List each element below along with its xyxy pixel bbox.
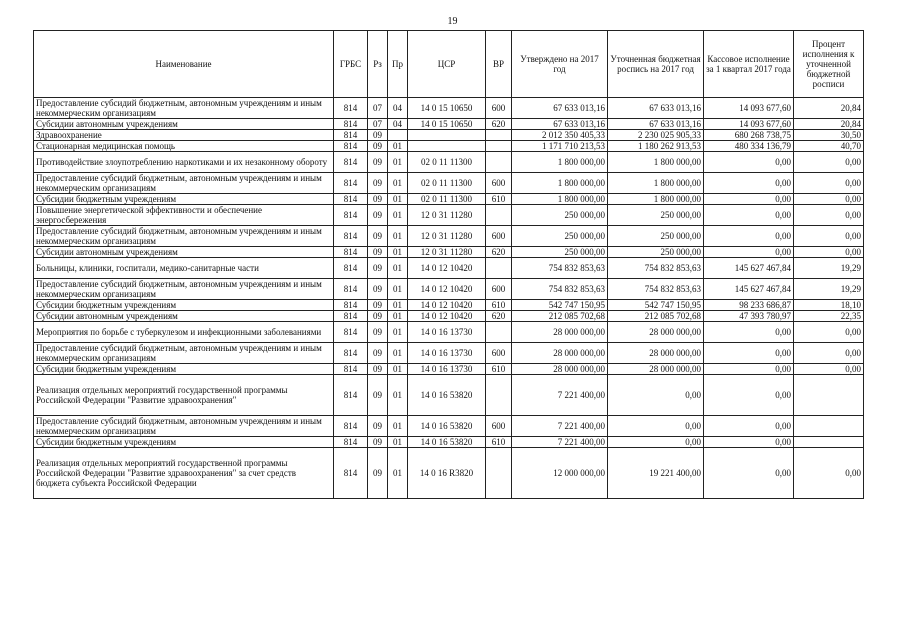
header-refined: Уточненная бюджетная роспись на 2017 год xyxy=(608,31,704,98)
cell-csr: 14 0 16 13730 xyxy=(408,343,486,364)
cell-refined: 2 230 025 905,33 xyxy=(608,130,704,141)
cell-pr: 01 xyxy=(388,205,408,226)
cell-refined: 754 832 853,63 xyxy=(608,279,704,300)
cell-name: Здравоохранение xyxy=(34,130,334,141)
cell-percent: 20,84 xyxy=(794,98,864,119)
cell-cash: 98 233 686,87 xyxy=(704,300,794,311)
cell-cash: 14 093 677,60 xyxy=(704,119,794,130)
cell-cash: 0,00 xyxy=(704,375,794,416)
cell-rz: 09 xyxy=(368,205,388,226)
cell-vr: 620 xyxy=(486,119,512,130)
cell-refined: 1 180 262 913,53 xyxy=(608,141,704,152)
cell-refined: 754 832 853,63 xyxy=(608,258,704,279)
cell-csr: 02 0 11 11300 xyxy=(408,173,486,194)
cell-refined: 250 000,00 xyxy=(608,205,704,226)
cell-vr: 600 xyxy=(486,416,512,437)
cell-pr: 01 xyxy=(388,152,408,173)
cell-vr: 610 xyxy=(486,300,512,311)
cell-cash: 0,00 xyxy=(704,247,794,258)
cell-grbs: 814 xyxy=(334,98,368,119)
cell-rz: 09 xyxy=(368,343,388,364)
table-row xyxy=(34,130,864,141)
table-row xyxy=(34,416,864,437)
cell-name: Субсидии бюджетным учреждениям xyxy=(34,194,334,205)
cell-pr: 01 xyxy=(388,194,408,205)
cell-approved: 7 221 400,00 xyxy=(512,375,608,416)
cell-rz: 09 xyxy=(368,322,388,343)
cell-cash: 0,00 xyxy=(704,437,794,448)
table-row xyxy=(34,194,864,205)
cell-grbs: 814 xyxy=(334,226,368,247)
cell-grbs: 814 xyxy=(334,322,368,343)
cell-approved: 28 000 000,00 xyxy=(512,343,608,364)
cell-approved: 28 000 000,00 xyxy=(512,322,608,343)
cell-rz: 09 xyxy=(368,152,388,173)
header-grbs: ГРБС xyxy=(334,31,368,98)
cell-refined: 0,00 xyxy=(608,375,704,416)
cell-grbs: 814 xyxy=(334,375,368,416)
cell-name: Предоставление субсидий бюджетным, автономным учреждениям и иным некоммерческим организациям xyxy=(34,416,334,437)
cell-vr: 600 xyxy=(486,173,512,194)
cell-grbs: 814 xyxy=(334,141,368,152)
header-pr: Пр xyxy=(388,31,408,98)
cell-pr: 01 xyxy=(388,437,408,448)
table-row xyxy=(34,205,864,226)
cell-name: Противодействие злоупотреблению наркотиками и их незаконному обороту xyxy=(34,152,334,173)
table-row xyxy=(34,300,864,311)
cell-rz: 09 xyxy=(368,300,388,311)
cell-name: Больницы, клиники, госпитали, медико-санитарные части xyxy=(34,258,334,279)
cell-percent: 0,00 xyxy=(794,448,864,499)
cell-pr: 01 xyxy=(388,322,408,343)
cell-approved: 212 085 702,68 xyxy=(512,311,608,322)
cell-rz: 09 xyxy=(368,247,388,258)
cell-percent: 0,00 xyxy=(794,173,864,194)
cell-grbs: 814 xyxy=(334,258,368,279)
cell-csr: 14 0 12 10420 xyxy=(408,311,486,322)
cell-cash: 0,00 xyxy=(704,343,794,364)
page-number: 19 xyxy=(447,16,458,27)
cell-percent xyxy=(794,416,864,437)
budget-table xyxy=(33,30,864,499)
cell-rz: 09 xyxy=(368,141,388,152)
cell-rz: 07 xyxy=(368,98,388,119)
cell-vr xyxy=(486,205,512,226)
cell-csr xyxy=(408,130,486,141)
cell-rz: 09 xyxy=(368,279,388,300)
cell-percent: 0,00 xyxy=(794,152,864,173)
table-body xyxy=(34,98,864,499)
cell-name: Предоставление субсидий бюджетным, автономным учреждениям и иным некоммерческим организациям xyxy=(34,279,334,300)
cell-pr: 01 xyxy=(388,364,408,375)
cell-name: Субсидии автономным учреждениям xyxy=(34,247,334,258)
cell-vr: 600 xyxy=(486,226,512,247)
cell-percent xyxy=(794,375,864,416)
cell-approved: 542 747 150,95 xyxy=(512,300,608,311)
table-row xyxy=(34,437,864,448)
cell-cash: 145 627 467,84 xyxy=(704,258,794,279)
cell-cash: 145 627 467,84 xyxy=(704,279,794,300)
cell-vr: 620 xyxy=(486,247,512,258)
cell-name: Стационарная медицинская помощь xyxy=(34,141,334,152)
cell-csr: 14 0 15 10650 xyxy=(408,119,486,130)
cell-name: Субсидии автономным учреждениям xyxy=(34,311,334,322)
cell-csr: 14 0 12 10420 xyxy=(408,258,486,279)
cell-percent: 22,35 xyxy=(794,311,864,322)
table-row xyxy=(34,247,864,258)
cell-approved: 250 000,00 xyxy=(512,205,608,226)
cell-refined: 67 633 013,16 xyxy=(608,119,704,130)
cell-vr: 600 xyxy=(486,279,512,300)
cell-cash: 0,00 xyxy=(704,364,794,375)
cell-pr: 01 xyxy=(388,300,408,311)
cell-grbs: 814 xyxy=(334,437,368,448)
table-row xyxy=(34,98,864,119)
cell-vr xyxy=(486,322,512,343)
cell-cash: 47 393 780,97 xyxy=(704,311,794,322)
cell-rz: 09 xyxy=(368,173,388,194)
cell-name: Предоставление субсидий бюджетным, автономным учреждениям и иным некоммерческим организациям xyxy=(34,98,334,119)
cell-percent: 19,29 xyxy=(794,279,864,300)
cell-vr: 610 xyxy=(486,364,512,375)
cell-percent: 18,10 xyxy=(794,300,864,311)
cell-cash: 0,00 xyxy=(704,226,794,247)
cell-cash: 0,00 xyxy=(704,416,794,437)
cell-cash: 0,00 xyxy=(704,173,794,194)
cell-approved: 67 633 013,16 xyxy=(512,119,608,130)
cell-grbs: 814 xyxy=(334,416,368,437)
cell-csr: 14 0 15 10650 xyxy=(408,98,486,119)
cell-rz: 09 xyxy=(368,311,388,322)
table-row xyxy=(34,258,864,279)
cell-refined: 19 221 400,00 xyxy=(608,448,704,499)
cell-refined: 0,00 xyxy=(608,437,704,448)
cell-grbs: 814 xyxy=(334,247,368,258)
table-row xyxy=(34,375,864,416)
cell-refined: 250 000,00 xyxy=(608,247,704,258)
cell-cash: 0,00 xyxy=(704,205,794,226)
header-cash: Кассовое исполнение за 1 квартал 2017 года xyxy=(704,31,794,98)
table-row xyxy=(34,141,864,152)
cell-rz: 09 xyxy=(368,364,388,375)
cell-percent: 0,00 xyxy=(794,343,864,364)
cell-approved: 1 800 000,00 xyxy=(512,173,608,194)
header-csr: ЦСР xyxy=(408,31,486,98)
cell-name: Предоставление субсидий бюджетным, автономным учреждениям и иным некоммерческим организациям xyxy=(34,226,334,247)
cell-vr xyxy=(486,448,512,499)
cell-csr: 14 0 16 R3820 xyxy=(408,448,486,499)
cell-rz: 09 xyxy=(368,416,388,437)
cell-name: Субсидии бюджетным учреждениям xyxy=(34,300,334,311)
table-row xyxy=(34,279,864,300)
cell-refined: 542 747 150,95 xyxy=(608,300,704,311)
cell-pr: 01 xyxy=(388,448,408,499)
cell-cash: 480 334 136,79 xyxy=(704,141,794,152)
table-row xyxy=(34,226,864,247)
cell-pr: 01 xyxy=(388,247,408,258)
cell-refined: 250 000,00 xyxy=(608,226,704,247)
cell-grbs: 814 xyxy=(334,152,368,173)
cell-grbs: 814 xyxy=(334,364,368,375)
cell-approved: 250 000,00 xyxy=(512,247,608,258)
cell-approved: 12 000 000,00 xyxy=(512,448,608,499)
cell-csr: 14 0 16 53820 xyxy=(408,437,486,448)
cell-refined: 28 000 000,00 xyxy=(608,364,704,375)
cell-csr xyxy=(408,141,486,152)
cell-pr: 04 xyxy=(388,119,408,130)
cell-approved: 250 000,00 xyxy=(512,226,608,247)
table-row xyxy=(34,311,864,322)
cell-grbs: 814 xyxy=(334,194,368,205)
cell-percent: 0,00 xyxy=(794,364,864,375)
cell-name: Мероприятия по борьбе с туберкулезом и инфекционными заболеваниями xyxy=(34,322,334,343)
cell-grbs: 814 xyxy=(334,130,368,141)
cell-csr: 12 0 31 11280 xyxy=(408,226,486,247)
cell-vr xyxy=(486,375,512,416)
cell-rz: 09 xyxy=(368,258,388,279)
cell-name: Реализация отдельных мероприятий государственной программы Российской Федерации "Развитие здравоохранения" за счет средств бюджета субъекта Российской Федерации xyxy=(34,448,334,499)
cell-refined: 212 085 702,68 xyxy=(608,311,704,322)
cell-vr: 610 xyxy=(486,194,512,205)
cell-percent: 0,00 xyxy=(794,226,864,247)
cell-pr: 01 xyxy=(388,258,408,279)
cell-csr: 14 0 16 53820 xyxy=(408,416,486,437)
cell-rz: 09 xyxy=(368,130,388,141)
cell-pr: 01 xyxy=(388,226,408,247)
cell-csr: 14 0 12 10420 xyxy=(408,279,486,300)
cell-rz: 09 xyxy=(368,194,388,205)
cell-csr: 12 0 31 11280 xyxy=(408,247,486,258)
cell-vr xyxy=(486,130,512,141)
cell-refined: 67 633 013,16 xyxy=(608,98,704,119)
cell-grbs: 814 xyxy=(334,279,368,300)
cell-csr: 14 0 16 13730 xyxy=(408,322,486,343)
cell-approved: 754 832 853,63 xyxy=(512,258,608,279)
cell-percent: 19,29 xyxy=(794,258,864,279)
cell-name: Субсидии бюджетным учреждениям xyxy=(34,437,334,448)
table-row xyxy=(34,173,864,194)
cell-csr: 14 0 16 53820 xyxy=(408,375,486,416)
cell-vr: 600 xyxy=(486,343,512,364)
cell-cash: 0,00 xyxy=(704,448,794,499)
cell-percent: 40,70 xyxy=(794,141,864,152)
cell-refined: 28 000 000,00 xyxy=(608,343,704,364)
cell-rz: 07 xyxy=(368,119,388,130)
cell-approved: 1 171 710 213,53 xyxy=(512,141,608,152)
cell-pr: 01 xyxy=(388,141,408,152)
cell-percent: 0,00 xyxy=(794,194,864,205)
cell-name: Предоставление субсидий бюджетным, автономным учреждениям и иным некоммерческим организациям xyxy=(34,173,334,194)
cell-cash: 0,00 xyxy=(704,194,794,205)
cell-vr: 600 xyxy=(486,98,512,119)
cell-approved: 1 800 000,00 xyxy=(512,194,608,205)
table-row xyxy=(34,322,864,343)
cell-pr: 01 xyxy=(388,416,408,437)
cell-grbs: 814 xyxy=(334,311,368,322)
cell-pr: 04 xyxy=(388,98,408,119)
cell-refined: 1 800 000,00 xyxy=(608,194,704,205)
cell-pr: 01 xyxy=(388,343,408,364)
header-name: Наименование xyxy=(34,31,334,98)
cell-refined: 0,00 xyxy=(608,416,704,437)
table-header-row xyxy=(34,31,864,98)
table-row xyxy=(34,343,864,364)
cell-name: Реализация отдельных мероприятий государственной программы Российской Федерации "Развитие здравоохранения" xyxy=(34,375,334,416)
table-row xyxy=(34,119,864,130)
cell-rz: 09 xyxy=(368,448,388,499)
cell-vr xyxy=(486,141,512,152)
cell-approved: 28 000 000,00 xyxy=(512,364,608,375)
cell-rz: 09 xyxy=(368,226,388,247)
header-percent: Процент исполнения к уточненной бюджетной росписи xyxy=(794,31,864,98)
cell-name: Субсидии автономным учреждениям xyxy=(34,119,334,130)
header-rz: Рз xyxy=(368,31,388,98)
cell-pr: 01 xyxy=(388,279,408,300)
table-row xyxy=(34,364,864,375)
cell-refined: 28 000 000,00 xyxy=(608,322,704,343)
cell-grbs: 814 xyxy=(334,205,368,226)
cell-approved: 754 832 853,63 xyxy=(512,279,608,300)
cell-rz: 09 xyxy=(368,375,388,416)
cell-csr: 02 0 11 11300 xyxy=(408,194,486,205)
cell-grbs: 814 xyxy=(334,119,368,130)
cell-refined: 1 800 000,00 xyxy=(608,173,704,194)
cell-rz: 09 xyxy=(368,437,388,448)
cell-percent: 0,00 xyxy=(794,247,864,258)
cell-name: Повышение энергетической эффективности и обеспечение энергосбережения xyxy=(34,205,334,226)
cell-approved: 67 633 013,16 xyxy=(512,98,608,119)
cell-grbs: 814 xyxy=(334,300,368,311)
cell-pr: 01 xyxy=(388,311,408,322)
cell-cash: 0,00 xyxy=(704,152,794,173)
cell-vr: 620 xyxy=(486,311,512,322)
cell-cash: 680 268 738,75 xyxy=(704,130,794,141)
cell-vr xyxy=(486,258,512,279)
cell-cash: 14 093 677,60 xyxy=(704,98,794,119)
cell-grbs: 814 xyxy=(334,448,368,499)
cell-refined: 1 800 000,00 xyxy=(608,152,704,173)
table-row xyxy=(34,448,864,499)
cell-approved: 2 012 350 405,33 xyxy=(512,130,608,141)
cell-grbs: 814 xyxy=(334,343,368,364)
cell-grbs: 814 xyxy=(334,173,368,194)
cell-csr: 14 0 12 10420 xyxy=(408,300,486,311)
cell-pr: 01 xyxy=(388,173,408,194)
cell-approved: 1 800 000,00 xyxy=(512,152,608,173)
cell-percent: 20,84 xyxy=(794,119,864,130)
cell-cash: 0,00 xyxy=(704,322,794,343)
cell-pr: 01 xyxy=(388,375,408,416)
cell-approved: 7 221 400,00 xyxy=(512,416,608,437)
cell-percent: 30,50 xyxy=(794,130,864,141)
cell-percent: 0,00 xyxy=(794,205,864,226)
cell-pr xyxy=(388,130,408,141)
cell-percent xyxy=(794,437,864,448)
cell-csr: 12 0 31 11280 xyxy=(408,205,486,226)
cell-vr: 610 xyxy=(486,437,512,448)
cell-percent: 0,00 xyxy=(794,322,864,343)
table-row xyxy=(34,152,864,173)
cell-csr: 14 0 16 13730 xyxy=(408,364,486,375)
cell-name: Предоставление субсидий бюджетным, автономным учреждениям и иным некоммерческим организациям xyxy=(34,343,334,364)
header-vr: ВР xyxy=(486,31,512,98)
cell-vr xyxy=(486,152,512,173)
header-approved: Утверждено на 2017 год xyxy=(512,31,608,98)
cell-csr: 02 0 11 11300 xyxy=(408,152,486,173)
cell-name: Субсидии бюджетным учреждениям xyxy=(34,364,334,375)
cell-approved: 7 221 400,00 xyxy=(512,437,608,448)
